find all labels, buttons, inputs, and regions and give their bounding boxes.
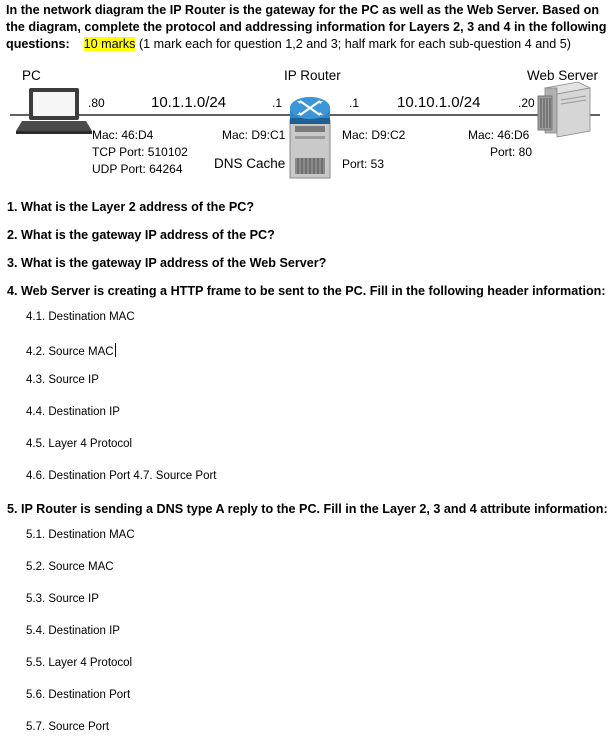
question-4-2: 4.2. Source MAC bbox=[26, 346, 114, 358]
question-5-3: 5.3. Source IP bbox=[26, 593, 99, 605]
question-4-6-7: 4.6. Destination Port 4.7. Source Port bbox=[26, 470, 217, 482]
router-right-host: .1 bbox=[349, 96, 360, 110]
router-label: IP Router bbox=[284, 68, 341, 83]
question-5-7: 5.7. Source Port bbox=[26, 721, 110, 733]
router-mac-left: Mac: D9:C1 bbox=[222, 128, 286, 142]
left-network-address: 10.1.1.0/24 bbox=[151, 94, 227, 111]
question-5-1: 5.1. Destination MAC bbox=[26, 529, 135, 541]
question-4-5: 4.5. Layer 4 Protocol bbox=[26, 438, 133, 450]
pc-tcp-port: TCP Port: 510102 bbox=[92, 145, 188, 159]
intro-bold-text: In the network diagram the IP Router is the gateway for the PC as well as the Web Server. Based on the diagram, complete the protocol and addressing information for Layers 2, 3 and 4 in the following questions: bbox=[6, 3, 607, 51]
server-mac: Mac: 46:D6 bbox=[468, 128, 530, 142]
question-2: 2. What is the gateway IP address of the PC? bbox=[7, 228, 275, 242]
router-left-host: .1 bbox=[272, 96, 283, 110]
right-network-address: 10.10.1.0/24 bbox=[397, 94, 481, 111]
question-4-3: 4.3. Source IP bbox=[26, 374, 99, 386]
question-5: 5. IP Router is sending a DNS type A reply to the PC. Fill in the Layer 2, 3 and 4 attribute information: bbox=[7, 502, 608, 516]
router-icon bbox=[290, 97, 330, 124]
question-5-5: 5.5. Layer 4 Protocol bbox=[26, 657, 133, 669]
question-4-2-line bbox=[26, 343, 116, 358]
question-4-4: 4.4. Destination IP bbox=[26, 406, 120, 418]
question-1: 1. What is the Layer 2 address of the PC? bbox=[7, 200, 255, 214]
marks-detail: (1 mark each for question 1,2 and 3; half mark for each sub-question 4 and 5) bbox=[138, 37, 571, 51]
text-cursor bbox=[115, 343, 116, 357]
pc-host-address: .80 bbox=[88, 96, 105, 110]
router-server-icon bbox=[290, 120, 330, 178]
marks-highlight: 10 marks bbox=[83, 37, 136, 51]
pc-udp-port: UDP Port: 64264 bbox=[92, 162, 183, 176]
pc-label: PC bbox=[22, 68, 41, 83]
server-port: Port: 80 bbox=[490, 145, 533, 159]
question-4: 4. Web Server is creating a HTTP frame to be sent to the PC. Fill in the following header information: bbox=[7, 284, 606, 298]
question-5-2: 5.2. Source MAC bbox=[26, 561, 114, 573]
pc-mac: Mac: 46:D4 bbox=[92, 128, 154, 142]
dns-cache-label: DNS Cache bbox=[214, 156, 286, 171]
question-5-6: 5.6. Destination Port bbox=[26, 689, 131, 701]
router-mac-right: Mac: D9:C2 bbox=[342, 128, 406, 142]
server-host-address: .20 bbox=[518, 96, 535, 110]
question-5-4: 5.4. Destination IP bbox=[26, 625, 120, 637]
question-4-1: 4.1. Destination MAC bbox=[26, 311, 135, 323]
router-dns-port: Port: 53 bbox=[342, 157, 385, 171]
server-label: Web Server bbox=[527, 68, 599, 83]
laptop-icon bbox=[16, 88, 92, 134]
question-3: 3. What is the gateway IP address of the Web Server? bbox=[7, 256, 327, 270]
web-server-icon bbox=[538, 82, 590, 137]
